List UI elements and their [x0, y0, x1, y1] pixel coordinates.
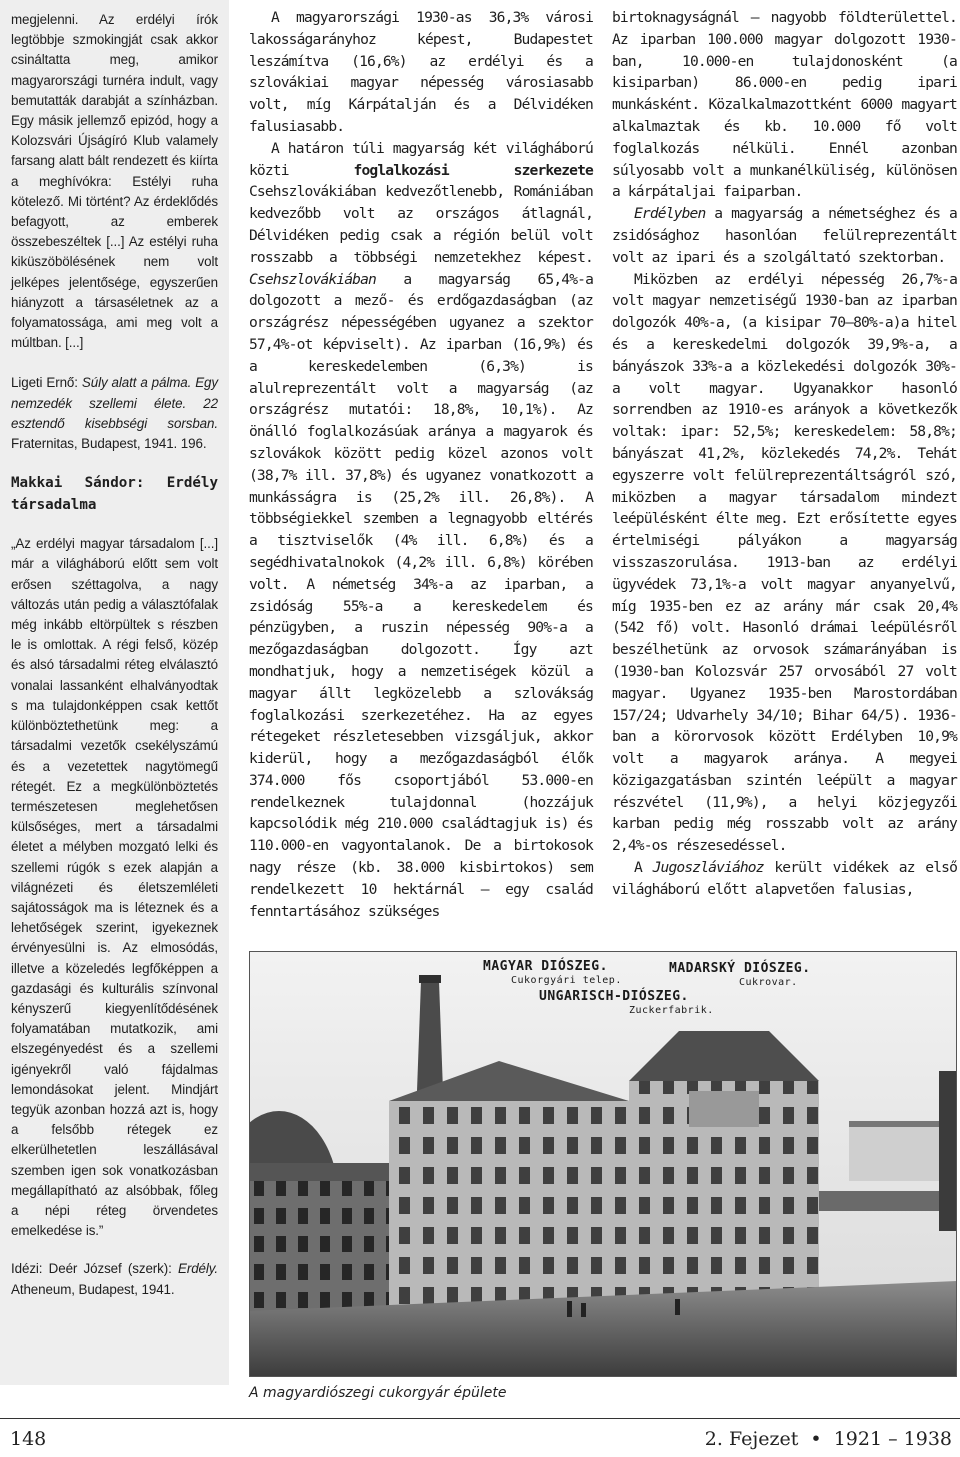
- photo-caption: A magyardiószegi cukorgyár épülete: [249, 1385, 507, 1401]
- italic-term: Csehszlovákiában: [249, 270, 376, 288]
- italic-term: Erdélyben: [634, 205, 706, 223]
- year-to: 1938: [903, 1428, 952, 1450]
- citation-author: Ligeti Ernő:: [11, 375, 78, 391]
- factory-photo: [249, 951, 957, 1377]
- sidebar-heading: Makkai Sándor: Erdély társadalma: [11, 475, 218, 514]
- paragraph-landholding: birtoknagyságnál – nagyobb földterülettel. Az iparban 100.000 magyar dolgozott 1930-ban, 10.000-en tulajdonosként (a kisiparban) 86.000-en pedig ipari munkásként. Közalkalmazottként 6000 magyart alkalmaztak és kb. 10.000 fő volt foglalkozás nélküli. Ennél azonban súlyosabb volt a munkanélküliség, különösen a kárpátaljai faiparban.: [612, 9, 957, 201]
- paragraph-occupation: [249, 138, 593, 923]
- sidebar-quote-makkai: „Az erdélyi magyar társadalom [...] már a világháború előtt sem volt erősen széttagolva, a nagy változás után pedig a választófalak még inkább eltörpültek s részben le is omlottak. A régi felső, közép és alsó társadalmi réteg elválasztó vonalai lassanként elhalványodtak s ma tulajdonképpen csak kettőt különböztethetünk meg: a társadalmi vezetők csekélyszámú és a vezetettek nagytömegű rétegét. Ez a megkülönböztetés természetesen meglehetősen külsőséges, mert a társadalmi életet a mélyben mozgató lelki és szellemi rúgók s ezek alapján a világnézeti és életszemléleti sajátosságok ma is léteznek és a lehetőségek szerint, igyekeznek érvényesülni is. Az elmosódás, illetve a közeledés legfőképpen a gazdasági és kulturális színvonal kényszerű kiegyenlítődésének folyamatában mutatkozik, ami elszegényedést és a szellemi igényekről való fájdalmas lemondásokat jelent. Mindjárt tegyük azonban hozzá azt is, hogy a felsőbb rétegek ez elkerülhetetlen leszállásával szemben igen sok vonatkozásban megállapítható az alsóbbak, főleg a népi réteg örvendetes emelkedése is.”: [11, 536, 218, 1239]
- sidebar-citation-ligeti: [11, 373, 218, 454]
- photo-label-german-sub: Zuckerfabrik.: [629, 1005, 714, 1016]
- bullet-separator: •: [810, 1428, 822, 1450]
- dash-separator: –: [888, 1428, 898, 1450]
- citation-publisher: Atheneum, Budapest, 1941.: [11, 1281, 175, 1297]
- photo-label-slovak-sub: Cukrovar.: [739, 977, 798, 988]
- bold-term: foglalkozási szerkezete: [353, 161, 593, 179]
- citation-publisher: Fraternitas, Budapest, 1941. 196.: [11, 436, 207, 452]
- italic-term: Jugoszláviához: [652, 859, 764, 877]
- photo-label-magyar-sub: Cukorgyári telep.: [511, 975, 622, 986]
- page-number: 148: [10, 1428, 47, 1450]
- sidebar-content: [11, 10, 218, 1300]
- footer-rule: [0, 1418, 960, 1419]
- main-column-left: [249, 7, 593, 922]
- factory-photo-illustration: [249, 951, 957, 1377]
- year-from: 1921: [833, 1428, 883, 1450]
- text-run: A határon túli magyarság két világháború közti: [249, 139, 593, 179]
- text-run: a magyarság a németséghez és a zsidósághoz hasonlóan felülreprezentált volt az ipari és a szolgáltató szektorban.: [612, 205, 957, 266]
- paragraph-urbanization: A magyarországi 1930-as 36,3% városi lakosságarányhoz képest, Budapestet leszámítva (16,6%) az erdélyi és a szlovákiai magyar népesség városiasabb volt, míg Kárpátalján és a Délvidéken falusiasabb.: [249, 9, 593, 135]
- citation-title: Erdély.: [178, 1261, 218, 1277]
- photo-label-german: UNGARISCH-DIÓSZEG.: [539, 989, 689, 1004]
- text-run: Csehszlovákiában kedvezőtlenebb, Romániában kedvezőbb volt az országos átlagnál, Délvidéken pedig csak a régión belül volt rosszabb a többségi nemzetekhez képest.: [249, 183, 593, 266]
- citation-title: Súly alatt a pálma. Egy nemzedék szellemi élete. 22 esztendő kisebbségi sorsban.: [11, 375, 218, 431]
- citation-prefix: Idézi: Deér József (szerk):: [11, 1261, 172, 1277]
- photo-label-magyar: MAGYAR DIÓSZEG.: [483, 959, 608, 974]
- text-run: került vidékek az első világháború előtt alapvetően falusias,: [612, 859, 958, 898]
- paragraph-yugoslavia: [612, 857, 957, 901]
- sidebar-quotes: [0, 0, 229, 1385]
- chapter-label: 2. Fejezet: [704, 1428, 799, 1450]
- paragraph-transylvania: [612, 203, 957, 268]
- sidebar-citation-deer: [11, 1259, 218, 1299]
- photo-label-slovak: MADARSKÝ DIÓSZEG.: [669, 961, 811, 976]
- running-footer-chapter: [705, 1428, 952, 1450]
- text-run: A: [634, 859, 642, 877]
- text-run: a magyarság 65,4%-a dolgozott a mező- és erdőgazdaságban (az országrész népességében ugyanez a szektor 57,4%-ot képviselt). Az iparban (16,9%) és a kereskedelemben (6,3%) is alulreprezentált volt a magyarság (az országrész mutatói: 18,8%, 10,1%). Az önálló foglalkozásúak aránya a magyarok és szlovákok között pedig közel azonos volt (38,7% ill. 37,8%) és ugyanez vonatkozott a munkásságra is (25,2% ill. 26,8%). A többségiekkel szemben a legnagyobb eltérés a tisztviselők (4% ill. 6,8%) és a segédhivatalnokok (4,2% ill. 6,8%) körében volt. A németség 34%-a az iparban, a zsidóság 55%-a a kereskedelem és pénzügyben, a ruszin népesség 90%-a a mezőgazdaságban dolgozott. Így azt mondhatjuk, hogy a nemzetiségek közül a magyar állt legközelebb a szlovákság foglalkozási szerkezetéhez. Ha az egyes rétegeket részletesebben vizsgáljuk, akkor kiderül, hogy a mezőgazdaságból élők 374.000 fős csoportjából 53.000-en rendelkeznek tulajdonnal (hozzájuk kapcsolódik még 210.000 családtagjuk is) és 110.000-en vagyontalanok. De a birtokosok nagy része (kb. 38.000 kisbirtokos) sem rendelkezett 10 hektárnál – egy család fenntartásához szükséges: [249, 270, 594, 920]
- paragraph-statistics: Miközben az erdélyi népesség 26,7%-a volt magyar nemzetiségű 1930-ban az iparban dolgozók 40%-a, (a kisipar 70–80%-a)a hitel és a kereskedelmi dolgozók 39,9%-a, a bányászok 33%-a a közlekedési dolgozók 30%-a volt magyar. Ugyanakkor hasonló sorrendben az 1910-es arányok a következők voltak: ipar: 52,5%; kereskedelem: 58,8%; bányászat 41,2%, közlekedés 74,2%. Tehát egyszerre volt felülreprezentáltságról szó, miközben a magyar társadalom mindezt leépülésként élte meg. Ezt erősítette egyes értelmiségi pályákon a magyarság visszaszorulása. 1913-ban az erdélyi ügyvédek 73,1%-a volt magyar anyanyelvű, míg 1935-ben ez az arány már csak 20,4% (542 fő) volt. Hasonló drámai leépülésről beszélhetünk az orvosok számarányában is (1930-ban Kolozsvár 257 orvosából 27 volt magyar. Ugyanez 1935-ben Marostordában 157/24; Udvarhely 34/10; Bihar 64/5). 1936-ban a körorvosok között Erdélyben 10,9% volt a magyarok aránya. A megyei közigazgatásban szintén leépült a magyar részvétel (11,9%), a helyi közjegyzői karban pedig még rosszabb volt az arány 2,4%-os részesedéssel.: [612, 270, 957, 855]
- sidebar-quote-ligeti: megjelenni. Az erdélyi írók legtöbbje szmokingját csak akkor csináltatta meg, amikor magyarországi turnéra indult, vagy bemutatták darabját a színházban. Egy másik jellemző epizód, hogy a Kolozsvári Újságíró Klub valamely farsang alatt bált rendezett és kiírta a meghívókra: Estélyi ruha kötelező. Mi történt? Az érdeklődés befagyott, az emberek összebeszéltek [...] Az estélyi ruha kiküszöbölésének nem volt jelképes jelentősége, egyszerűen hiányzott a társaséletnek az a folyamatossága, ami meg volt a múltban. [...]: [11, 12, 218, 351]
- main-column-right: [612, 7, 957, 901]
